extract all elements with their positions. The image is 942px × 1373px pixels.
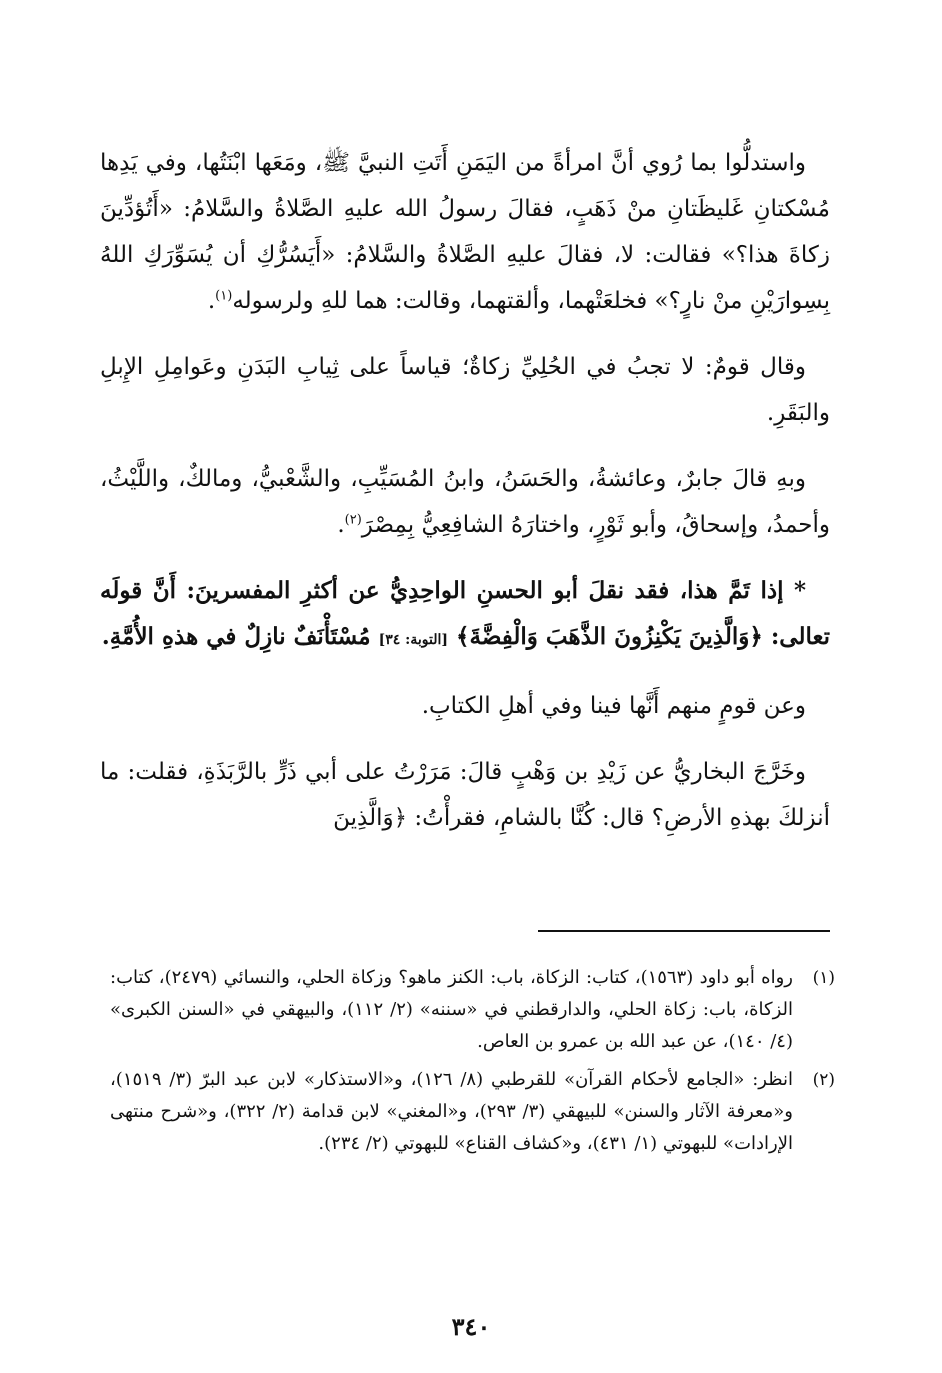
paragraph-3-end: . [337, 512, 345, 538]
footnote-separator [538, 930, 830, 932]
footnote-1-number: (١) [812, 968, 835, 988]
paragraph-1-text: واستدلُّوا بما رُوي أنَّ امرأةً من اليَمَنِ أَتَتِ النبيَّ ﷺ، ومَعَها ابْنَتُها، وفي يَدِها مُسْكتانِ غَليظَتانِ منْ ذَهَبٍ، فقالَ رسولُ الله عليهِ الصَّلاةُ والسَّلامُ: «أَتُؤدِّينَ زكاةَ هذا؟» فقالت: لا، فقالَ عليهِ الصَّلاةُ والسَّلامُ: «أَيَسُرُّكِ أن يُسَوِّرَكِ اللهُ بِسِوارَيْنِ منْ نارٍ؟» فخلعَتْهما، وألقتهما، وقالت: هما للهِ ولرسوله [100, 150, 830, 314]
paragraph-5 [100, 683, 830, 729]
paragraph-2-text: وقال قومٌ: لا تجبُ في الحُلِيِّ زكاةٌ؛ قياساً على ثِيابِ البَدَنِ وعَوامِلِ الإِبلِ والبَقَرِ. [100, 354, 830, 426]
page-number: ٣٤٠ [451, 1312, 491, 1341]
footnote-ref-2: (٢) [344, 512, 362, 528]
paragraph-4 [100, 568, 830, 663]
paragraph-2 [100, 344, 830, 436]
paragraph-4-tail: مُسْتَأْنَفٌ نازِلٌ في هذهِ الأُمَّةِ. [101, 623, 371, 650]
main-text [100, 140, 830, 861]
paragraph-3 [100, 456, 830, 548]
paragraph-6 [100, 749, 830, 841]
quran-reference: [التوبة: ٣٤] [378, 632, 448, 648]
paragraph-6-text: وخَرَّجَ البخاريُّ عن زَيْدِ بن وَهْبٍ قالَ: مَرَرْتُ على أبي ذَرٍّ بالرَّبَذَةِ، فقلت: ما أنزلكَ بهذهِ الأرضِ؟ قال: كُنَّا بالشامِ، فقرأْتُ: ﴿وَالَّذِينَ [100, 759, 830, 831]
paragraph-3-text: وبهِ قالَ جابرٌ، وعائشةُ، والحَسَنُ، وابنُ المُسَيِّبِ، والشَّعْبيُّ، ومالكٌ، واللَّيْثُ، وأحمدُ، وإسحاقُ، وأبو ثَوْرٍ، واختارَهُ الشافِعِيُّ بِمِصْرَ [100, 466, 830, 538]
paragraph-1 [100, 140, 830, 324]
footnote-2-number: (٢) [812, 1070, 835, 1090]
paragraph-4-lead: * إذا تَمَّ هذا، فقد نقلَ أبو الحسنِ الواحِدِيُّ عن أكثرِ المفسرينَ: أَنَّ قولَه تعالى: ﴿وَالَّذِينَ يَكْنِزُونَ الذَّهَبَ وَالْفِضَّةَ﴾ [100, 577, 830, 650]
footnote-2-text: انظر: «الجامع لأحكام القرآن» للقرطبي (٨/ ١٢٦)، و«الاستذكار» لابن عبد البرّ (٣/ ١٥١٩)، و«معرفة الآثار والسنن» للبيهقي (٣/ ٢٩٣)، و«المغني» لابن قدامة (٢/ ٣٢٢)، و«شرح منتهى الإرادات» للبهوتي (١/ ٤٣١)، و«كشاف القناع» للبهوتي (٢/ ٢٣٤). [110, 1069, 793, 1154]
footnote-1-text: رواه أبو داود (١٥٦٣)، كتاب: الزكاة، باب: الكنز ماهو؟ وزكاة الحلي، والنسائي (٢٤٧٩)، كتاب: الزكاة، باب: زكاة الحلي، والدارقطني في «سننه» (٢/ ١١٢)، والبيهقي في «السنن الكبرى» (٤/ ١٤٠)، عن عبد الله بن عمرو بن العاص. [110, 967, 793, 1052]
footnote-2 [110, 1064, 835, 1160]
footnote-ref-1: (١) [215, 288, 233, 304]
footnote-1 [110, 962, 835, 1058]
paragraph-1-end: . [207, 288, 216, 314]
paragraph-5-text: وعن قومٍ منهم أَنَّها فينا وفي أهلِ الكتابِ. [421, 693, 806, 719]
footnotes [110, 962, 835, 1166]
